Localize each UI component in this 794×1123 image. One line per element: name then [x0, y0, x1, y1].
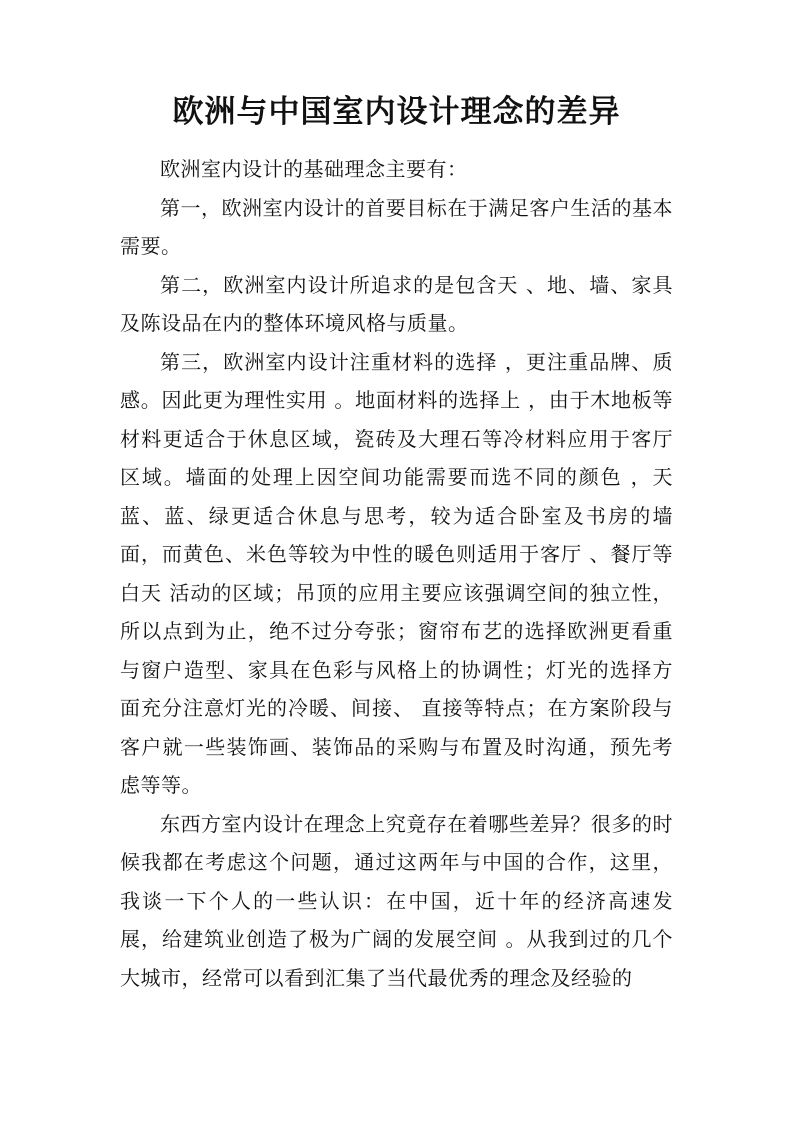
paragraph-intro: 欧洲室内设计的基础理念主要有：	[160, 157, 468, 181]
document-page	[120, 92, 673, 997]
paragraph-east-west-difference: 东西方室内设计在理念上究竟存在着哪些差异？很多的时候我都在考虑这个问题，通过这两年与中国的合作，这里，我谈一下个人的一些认识：在中国，近十年的经济高速发展，给建筑业创造了极为广阔的发展空间 。从我到过的几个大城市，经常可以看到汇集了当代最优秀的理念及经验的	[120, 811, 673, 990]
paragraph-first-point: 第一，欧洲室内设计的首要目标在于满足客户生活的基本需要。	[120, 195, 673, 258]
document-title: 欧洲与中国室内设计理念的差异	[172, 94, 621, 130]
paragraph-second-point: 第二，欧洲室内设计所追求的是包含天 、地、墙、家具及陈设品在内的整体环境风格与质量。	[120, 272, 673, 335]
paragraph-third-point: 第三，欧洲室内设计注重材料的选择 ，更注重品牌、质感。因此更为理性实用 。地面材料的选择上 ，由于木地板等材料更适合于休息区域，瓷砖及大理石等冷材料应用于客厅区域。墙面的处理上因空间功能需要而选不同的颜色 ，天蓝、蓝、绿更适合休息与思考，较为适合卧室及书房的墙面，而黄色、米色等较为中性的暖色则适用于客厅 、餐厅等白天 活动的区域；吊顶的应用主要应该强调空间的独立性，所以点到为止，绝不过分夸张；窗帘布艺的选择欧洲更看重与窗户造型、家具在色彩与风格上的协调性；灯光的选择方面充分注意灯光的冷暖、间接、 直接等特点；在方案阶段与客户就一些装饰画、装饰品的采购与布置及时沟通，预先考虑等等。	[120, 349, 673, 797]
